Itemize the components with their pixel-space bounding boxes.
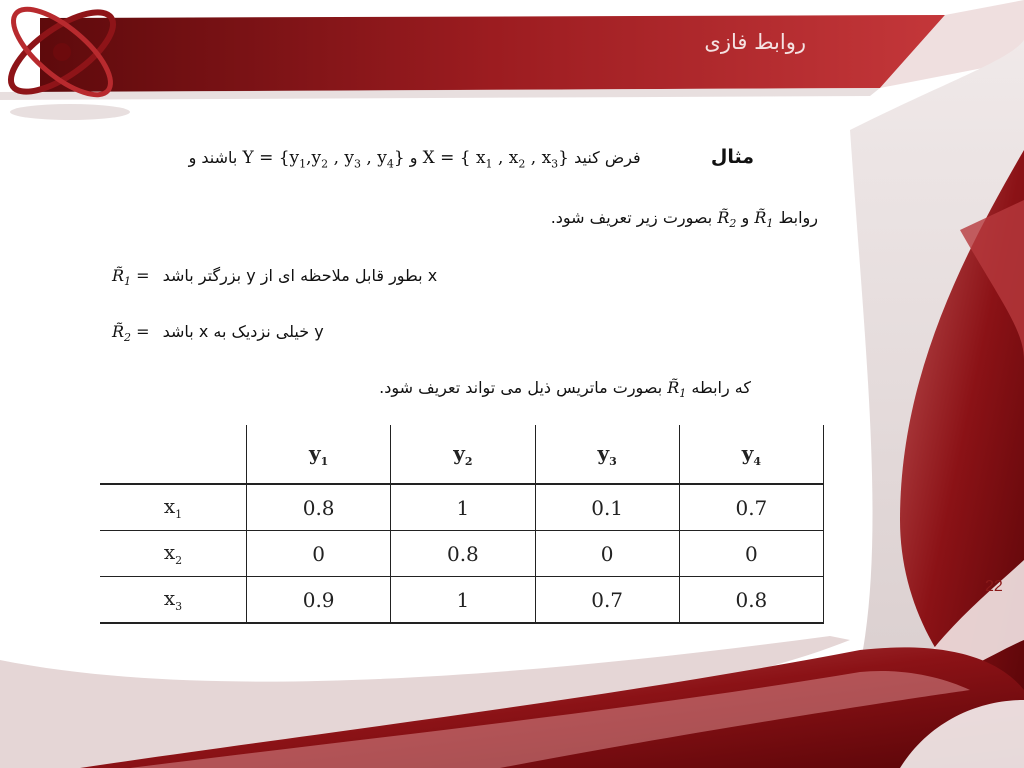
table-cell: 0: [679, 531, 823, 577]
def2-text: y خیلی نزدیک به x باشد: [162, 322, 324, 341]
row-header: $x_1$: [100, 484, 247, 531]
table-cell: 1: [391, 577, 535, 624]
example-line-2: [551, 208, 818, 230]
table-row: [100, 531, 824, 577]
def2-lhs: $R̃_2$: [112, 322, 132, 345]
table-row: [100, 577, 824, 624]
line1-end-text: باشند و: [188, 148, 238, 167]
relation-matrix-table: [100, 425, 824, 624]
definition-r1: $R̃_1 = x$ بطور قابل ملاحظه ای از y بزرگتر باشد: [112, 266, 438, 289]
r2-symbol: $R̃_2$: [717, 208, 737, 231]
table-cell: 0: [535, 531, 679, 577]
table-cell: 0.8: [391, 531, 535, 577]
and-text: و: [409, 148, 418, 167]
table-cell: 0.9: [247, 577, 391, 624]
table-cell: 0.8: [679, 577, 823, 624]
table-header-row: [100, 425, 824, 484]
relations-text: روابط: [778, 208, 818, 227]
slide-title: روابط فازی: [704, 30, 806, 54]
example-line-1: [189, 146, 754, 170]
x-set: X = { $x_1$ , $x_2$ , $x_3$}: [422, 148, 569, 171]
matrix-text: بصورت ماتریس ذیل می تواند تعریف شود.: [379, 378, 663, 397]
corner-cell: [100, 425, 247, 484]
column-header: $y_4$: [679, 425, 823, 484]
y-set: $Y = \{y_1,y_2$ , $y_3$ , $y_4$}: [242, 148, 405, 171]
table-cell: 1: [391, 484, 535, 531]
column-header: $y_3$: [535, 425, 679, 484]
table-row: [100, 484, 824, 531]
table-cell: 0: [247, 531, 391, 577]
page-number: 22: [985, 578, 1003, 595]
relation-text: که رابطه: [691, 378, 751, 397]
def1-text: x بطور قابل ملاحظه ای از y بزرگتر باشد: [162, 266, 438, 285]
column-header: $y_1$: [247, 425, 391, 484]
table-cell: 0.1: [535, 484, 679, 531]
def1-lhs: $R̃_1$: [112, 266, 132, 289]
row-header: $x_2$: [100, 531, 247, 577]
and-text-2: و: [741, 208, 750, 227]
row-header: $x_3$: [100, 577, 247, 624]
r1-symbol-2: $R̃_1$: [667, 378, 687, 401]
column-header: $y_2$: [391, 425, 535, 484]
defined-as-text: بصورت زیر تعریف شود.: [550, 208, 713, 227]
example-line-5: [379, 378, 751, 400]
definition-r2: $R̃_2 = y$ خیلی نزدیک به x باشد: [112, 322, 324, 345]
assume-text: فرض کنید: [574, 148, 641, 167]
example-label: مثال: [710, 146, 754, 168]
r1-symbol: $R̃_1$: [754, 208, 774, 231]
table-cell: 0.7: [679, 484, 823, 531]
table-cell: 0.8: [247, 484, 391, 531]
table-cell: 0.7: [535, 577, 679, 624]
